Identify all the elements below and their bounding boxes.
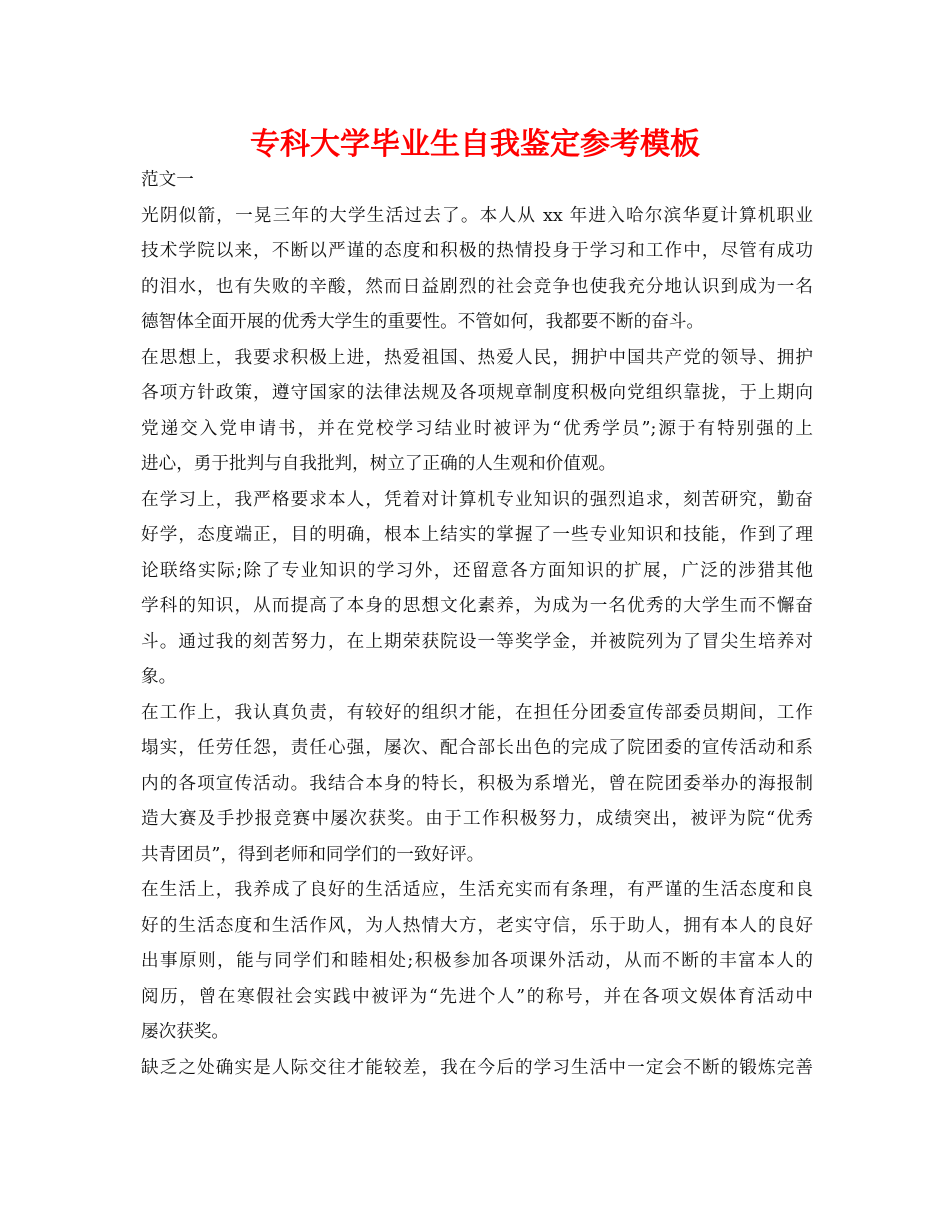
body-line: 共青团员”，得到老师和同学们的一致好评。 [141, 844, 485, 865]
body-line: 斗。通过我的刻苦努力，在上期荣获院设一等奖学金，并被院列为了冒尖生培养对 [141, 631, 813, 652]
body-line: 阅历，曾在寒假社会实践中被评为“先进个人”的称号，并在各项文娱体育活动中 [141, 986, 813, 1007]
body-line: 在工作上，我认真负责，有较好的组织才能，在担任分团委宣传部委员期间，工作 [141, 702, 813, 723]
body-line: 党递交入党申请书，并在党校学习结业时被评为“优秀学员”;源于有特别强的上 [141, 418, 813, 439]
body-line: 屡次获奖。 [141, 1022, 229, 1042]
body-line: 缺乏之处确实是人际交往才能较差，我在今后的学习生活中一定会不断的锻炼完善 [141, 1057, 813, 1078]
body-line: 出事原则，能与同学们和睦相处;积极参加各项课外活动，从而不断的丰富本人的 [141, 951, 813, 971]
body-line: 学科的知识，从而提高了本身的思想文化素养，为成为一名优秀的大学生而不懈奋 [141, 596, 813, 616]
body-line: 在思想上，我要求积极上进，热爱祖国、热爱人民，拥护中国共产党的领导、拥护 [141, 347, 813, 368]
body-line: 德智体全面开展的优秀大学生的重要性。不管如何，我都要不断的奋斗。 [141, 312, 705, 332]
body-line: 造大赛及手抄报竞赛中屡次获奖。由于工作积极努力，成绩突出，被评为院“优秀 [141, 809, 813, 829]
body-line: 象。 [141, 667, 177, 687]
body-line: 技术学院以来，不断以严谨的态度和积极的热情投身于学习和工作中，尽管有成功 [141, 241, 813, 261]
body-line: 内的各项宣传活动。我结合本身的特长，积极为系增光，曾在院团委举办的海报制 [141, 773, 813, 794]
body-line: 各项方针政策，遵守国家的法律法规及各项规章制度积极向党组织靠拢，于上期向 [141, 383, 813, 403]
document-body [141, 163, 813, 1086]
body-line: 光阴似箭，一晃三年的大学生活过去了。本人从 xx 年进入哈尔滨华夏计算机职业 [141, 205, 813, 226]
body-line: 的泪水，也有失败的辛酸，然而日益剧烈的社会竞争也使我充分地认识到成为一名 [141, 276, 813, 297]
body-line: 好的生活态度和生活作风，为人热情大方，老实守信，乐于助人，拥有本人的良好 [141, 915, 813, 936]
body-line: 在生活上，我养成了良好的生活适应，生活充实而有条理，有严谨的生活态度和良 [141, 880, 813, 900]
section-label: 范文一 [141, 170, 194, 190]
body-line: 论联络实际;除了专业知识的学习外，还留意各方面知识的扩展，广泛的涉猎其他 [141, 560, 813, 581]
body-line: 进心，勇于批判与自我批判，树立了正确的人生观和价值观。 [141, 454, 617, 474]
body-line: 好学，态度端正，目的明确，根本上结实的掌握了一些专业知识和技能，作到了理 [141, 525, 813, 545]
page-title: 专科大学毕业生自我鉴定参考模板 [250, 127, 700, 162]
body-line: 塌实，任劳任怨，责任心强，屡次、配合部长出色的完成了院团委的宣传活动和系 [141, 738, 813, 758]
body-line: 在学习上，我严格要求本人，凭着对计算机专业知识的强烈追求，刻苦研究，勤奋 [141, 489, 813, 510]
